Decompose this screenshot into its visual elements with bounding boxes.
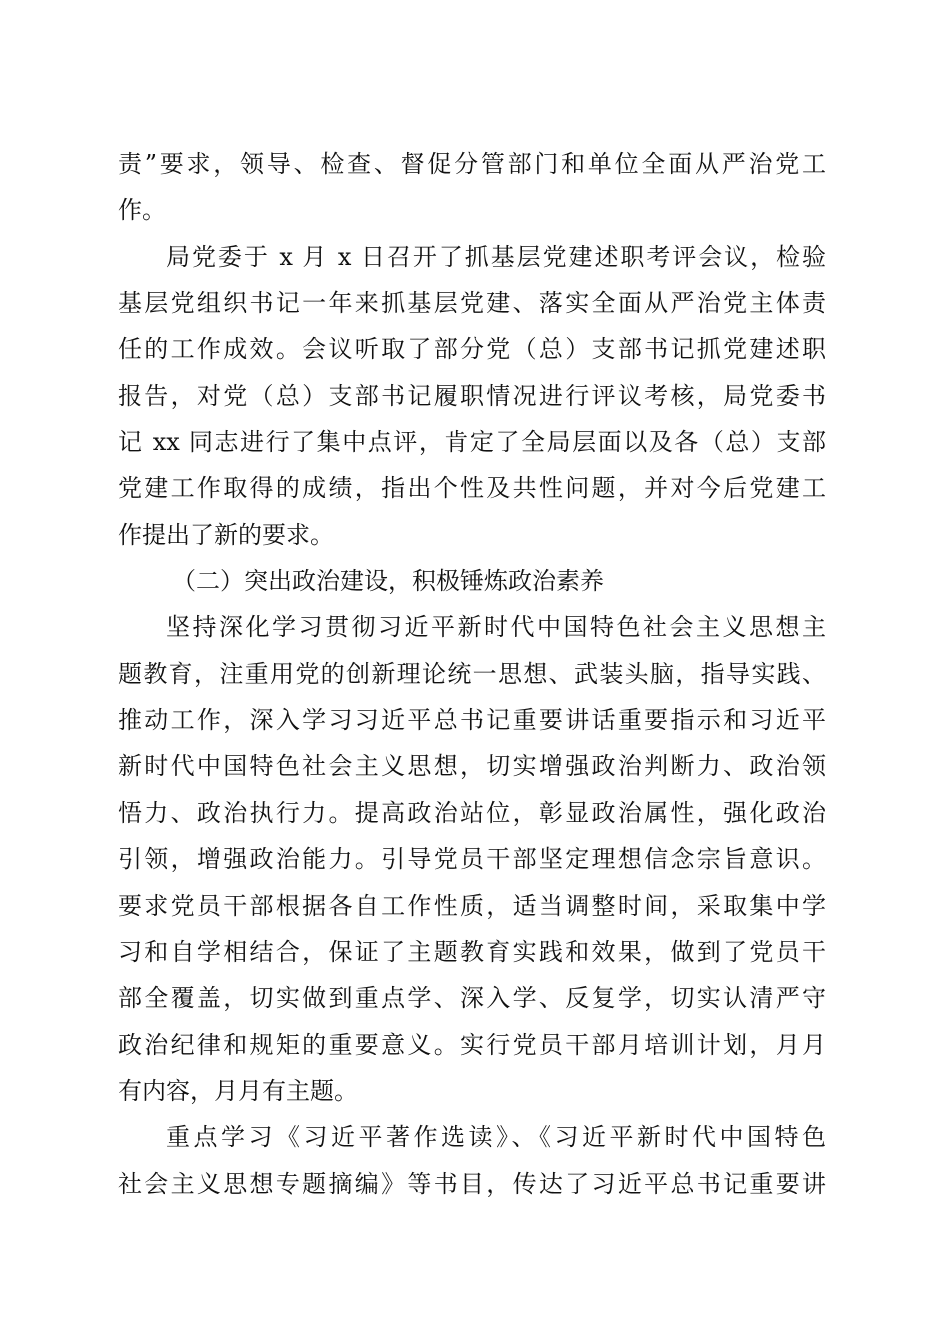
text-line: 局党委于 x 月 x 日召开了抓基层党建述职考评会议，检验 bbox=[166, 242, 826, 271]
document-body bbox=[118, 141, 826, 1207]
text-line: 引领，增强政治能力。引导党员干部坚定理想信念宗旨意识。 bbox=[118, 845, 826, 874]
text-line: 作提出了新的要求。 bbox=[118, 520, 334, 549]
text-line: 有内容，月月有主题。 bbox=[118, 1076, 358, 1105]
text-line: 作。 bbox=[118, 196, 166, 225]
text-line: 部全覆盖，切实做到重点学、深入学、反复学，切实认清严守 bbox=[118, 984, 826, 1013]
text-line: 党建工作取得的成绩，指出个性及共性问题，并对今后党建工 bbox=[118, 474, 826, 503]
section-heading: （二）突出政治建设，积极锤炼政治素养 bbox=[172, 567, 604, 596]
text-line: 推动工作，深入学习习近平总书记重要讲话重要指示和习近平 bbox=[118, 706, 826, 735]
text-line: 任的工作成效。会议听取了部分党（总）支部书记抓党建述职 bbox=[118, 335, 826, 364]
text-line: 坚持深化学习贯彻习近平新时代中国特色社会主义思想主 bbox=[166, 613, 826, 642]
text-line: 基层党组织书记一年来抓基层党建、落实全面从严治党主体责 bbox=[118, 289, 826, 318]
text-line: 要求党员干部根据各自工作性质，适当调整时间，采取集中学 bbox=[118, 891, 826, 920]
text-line: 责”要求，领导、检查、督促分管部门和单位全面从严治党工 bbox=[118, 150, 826, 178]
text-line: 习和自学相结合，保证了主题教育实践和效果，做到了党员干 bbox=[118, 937, 826, 966]
text-line: 题教育，注重用党的创新理论统一思想、武装头脑，指导实践、 bbox=[118, 659, 826, 688]
text-line: 重点学习《习近平著作选读》、《习近平新时代中国特色 bbox=[166, 1123, 826, 1152]
text-line: 报告，对党（总）支部书记履职情况进行评议考核，局党委书 bbox=[118, 381, 826, 410]
text-line: 政治纪律和规矩的重要意义。实行党员干部月培训计划，月月 bbox=[118, 1030, 826, 1059]
text-line: 悟力、政治执行力。提高政治站位，彰显政治属性，强化政治 bbox=[118, 798, 826, 827]
text-line: 记 xx 同志进行了集中点评，肯定了全局层面以及各（总）支部 bbox=[118, 428, 826, 457]
text-line: 社会主义思想专题摘编》等书目，传达了习近平总书记重要讲 bbox=[118, 1169, 826, 1198]
text-line: 新时代中国特色社会主义思想，切实增强政治判断力、政治领 bbox=[118, 752, 826, 781]
